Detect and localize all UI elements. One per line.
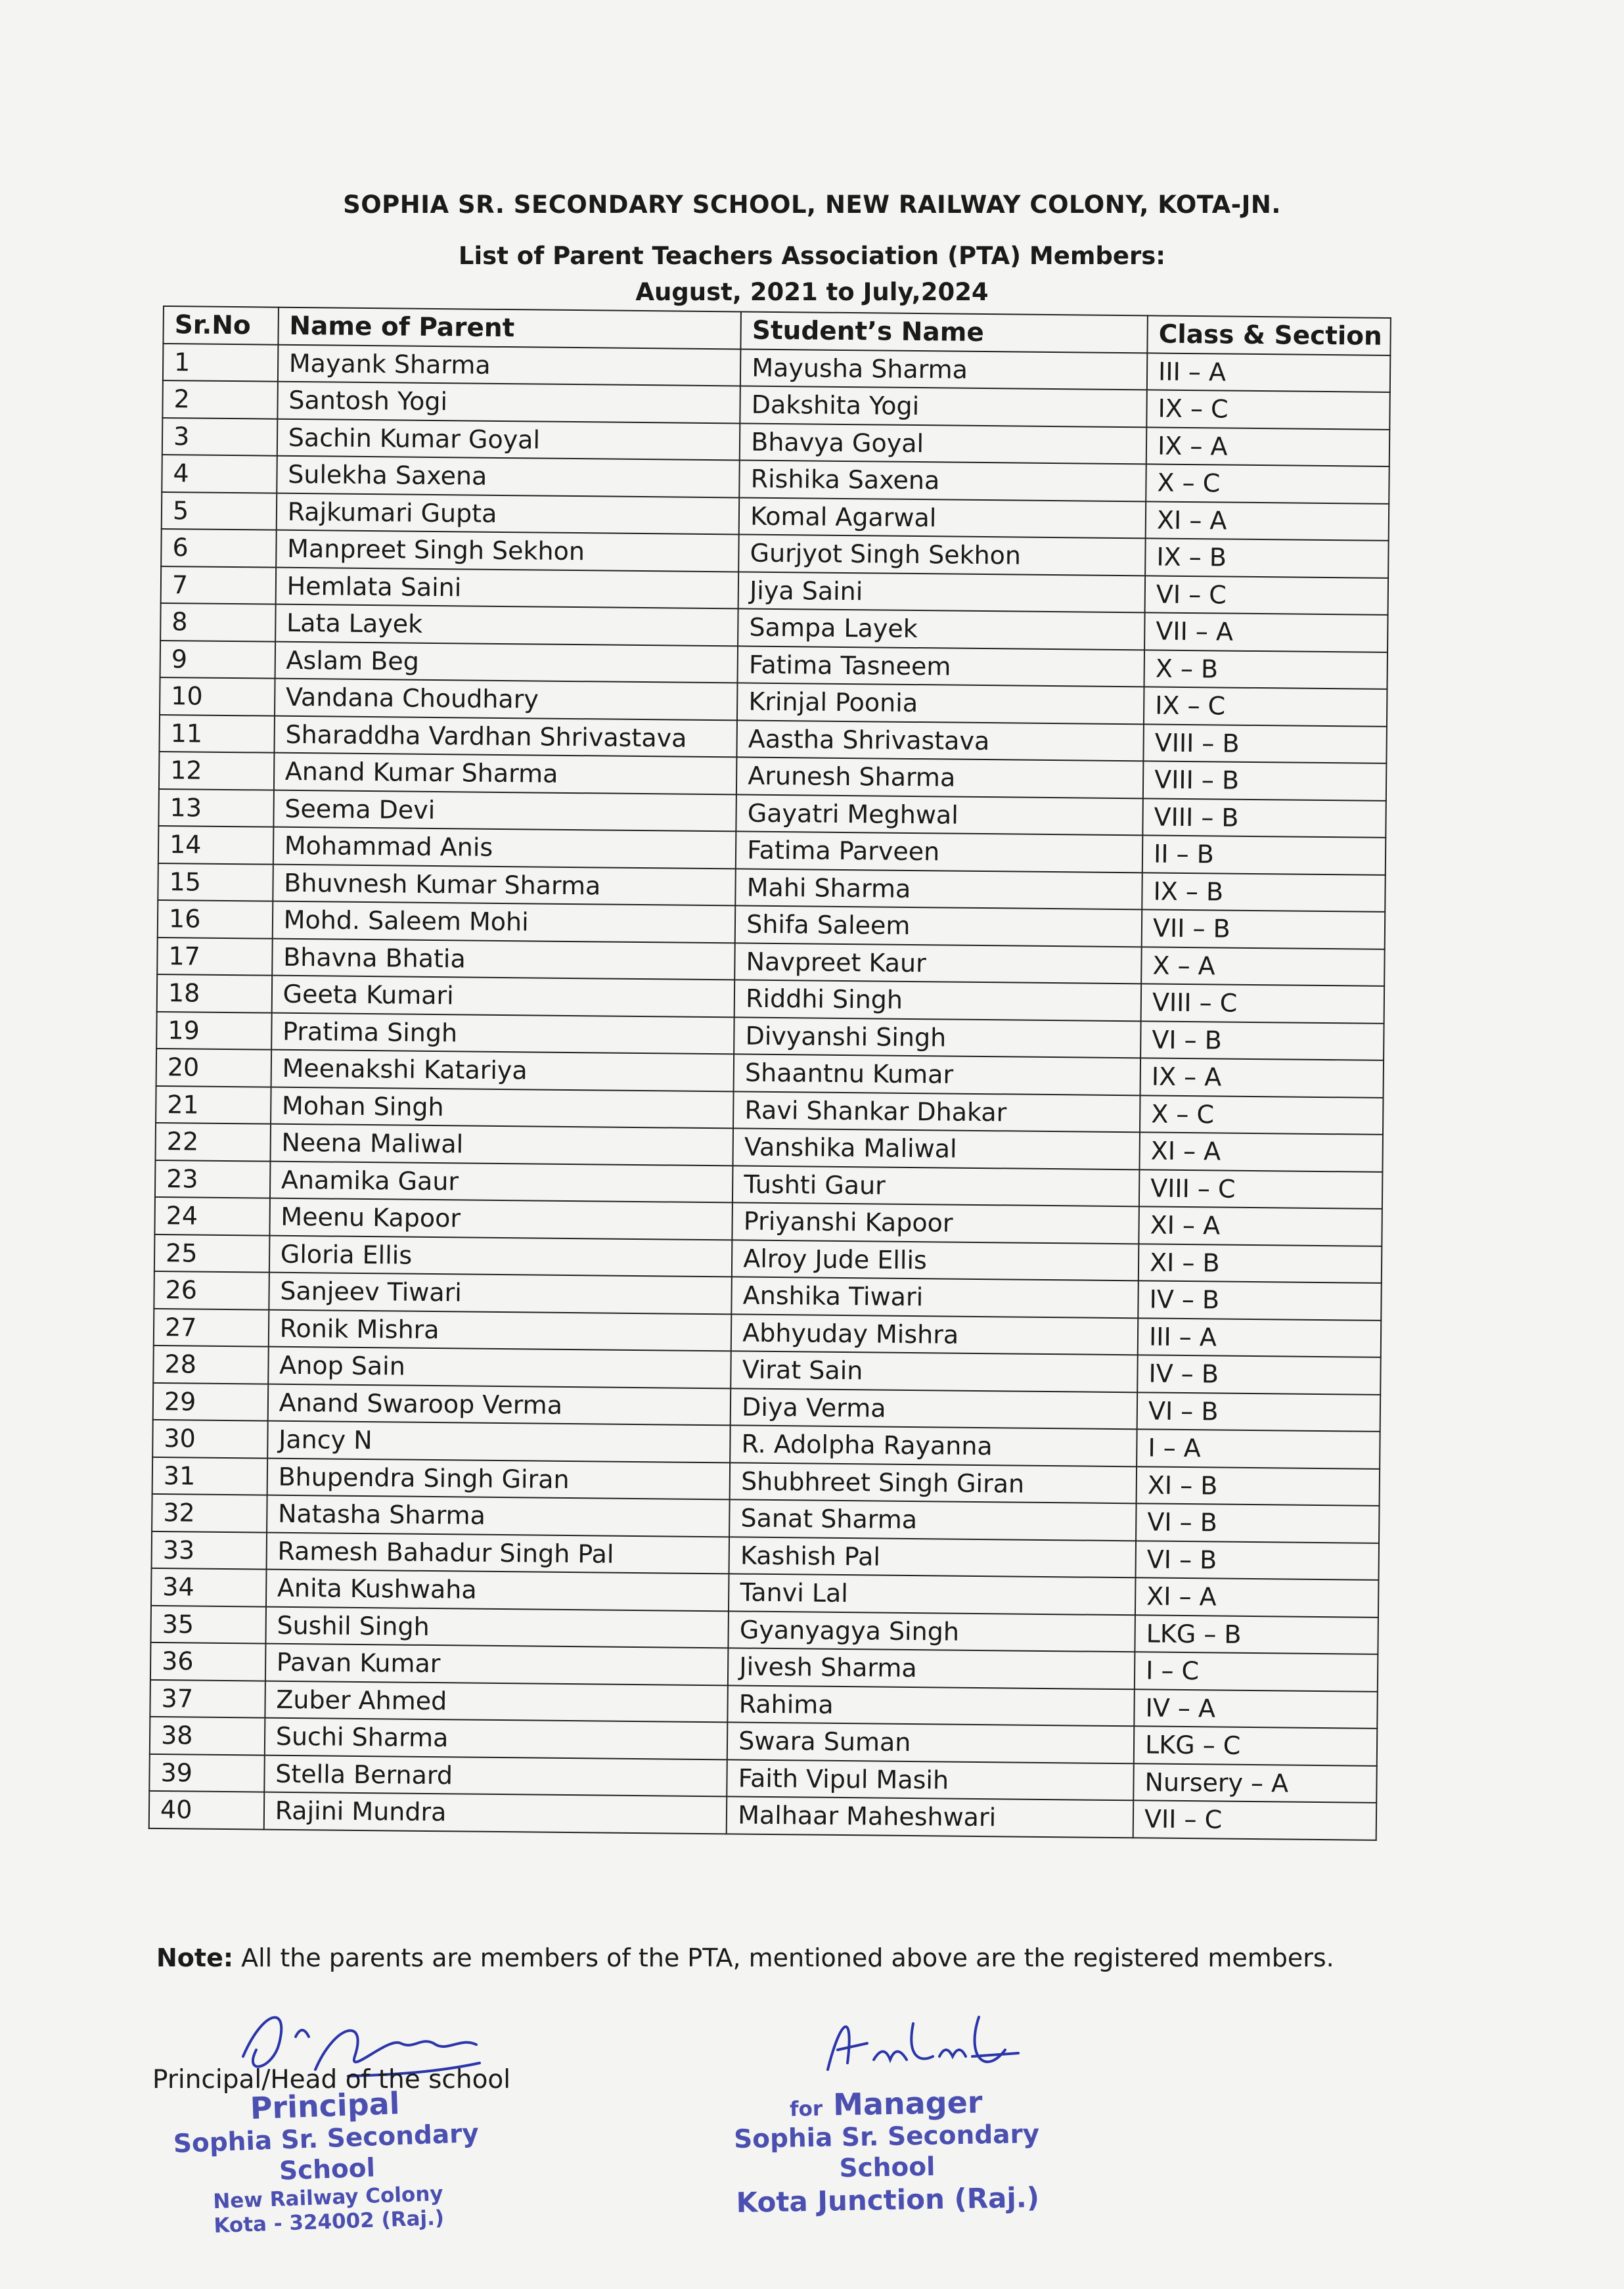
cell-sr-no: 28: [153, 1346, 268, 1384]
cell-class-section: LKG – B: [1135, 1615, 1378, 1654]
cell-class-section: X – C: [1146, 464, 1389, 503]
cell-sr-no: 14: [158, 826, 273, 864]
cell-class-section: IV – B: [1137, 1355, 1380, 1394]
manager-stamp-school: Sophia Sr. Secondary School: [733, 2119, 1040, 2184]
cell-class-section: VII – A: [1144, 612, 1387, 652]
cell-sr-no: 5: [162, 491, 277, 530]
period: August, 2021 to July,2024: [635, 278, 989, 306]
cell-student-name: Arunesh Sharma: [736, 757, 1143, 798]
principal-stamp-address: New Railway Colony: [212, 2181, 444, 2213]
cell-class-section: X – A: [1141, 947, 1384, 986]
cell-class-section: VIII – B: [1143, 761, 1386, 800]
principal-stamp-city: Kota - 324002 (Raj.): [213, 2206, 445, 2238]
cell-class-section: III – A: [1147, 353, 1390, 392]
cell-student-name: Faith Vipul Masih: [727, 1759, 1133, 1800]
cell-sr-no: 24: [154, 1197, 269, 1235]
cell-sr-no: 18: [157, 974, 272, 1012]
cell-student-name: Anshika Tiwari: [732, 1277, 1139, 1317]
cell-student-name: Divyanshi Singh: [734, 1017, 1140, 1058]
cell-student-name: Krinjal Poonia: [737, 683, 1144, 723]
cell-student-name: Malhaar Maheshwari: [727, 1796, 1133, 1837]
cell-parent-name: Stella Bernard: [264, 1755, 727, 1796]
cell-class-section: XI – A: [1135, 1577, 1378, 1617]
cell-student-name: Ravi Shankar Dhakar: [733, 1091, 1140, 1132]
cell-class-section: IX – B: [1142, 873, 1385, 912]
note: [156, 1943, 1334, 1972]
cell-sr-no: 35: [150, 1605, 265, 1643]
cell-parent-name: Manpreet Singh Sekhon: [276, 530, 739, 572]
principal-stamp-title: Principal: [249, 2085, 401, 2127]
cell-parent-name: Mohammad Anis: [273, 827, 736, 869]
cell-student-name: Tanvi Lal: [729, 1574, 1135, 1614]
manager-signature: [808, 2004, 1031, 2096]
manager-stamp-prefix: for: [789, 2096, 823, 2121]
cell-parent-name: Jancy N: [267, 1421, 731, 1462]
cell-sr-no: 29: [153, 1382, 268, 1420]
cell-parent-name: Gloria Ellis: [269, 1235, 733, 1277]
cell-class-section: VIII – C: [1141, 984, 1384, 1023]
cell-parent-name: Hemlata Saini: [275, 567, 738, 608]
cell-parent-name: Mohd. Saleem Mohi: [272, 901, 735, 943]
cell-parent-name: Sharaddha Vardhan Shrivastava: [274, 715, 737, 757]
header-parent: Name of Parent: [278, 307, 741, 349]
cell-parent-name: Anamika Gaur: [270, 1161, 733, 1202]
cell-sr-no: 37: [150, 1679, 265, 1717]
cell-sr-no: 21: [156, 1085, 271, 1123]
cell-sr-no: 31: [152, 1457, 267, 1495]
cell-sr-no: 22: [156, 1123, 271, 1161]
cell-sr-no: 36: [150, 1643, 265, 1681]
cell-class-section: XI – A: [1139, 1206, 1382, 1246]
cell-parent-name: Mohan Singh: [271, 1087, 734, 1128]
cell-student-name: Tushti Gaur: [733, 1166, 1139, 1206]
cell-parent-name: Vandana Choudhary: [275, 679, 738, 720]
cell-parent-name: Rajini Mundra: [263, 1792, 727, 1834]
cell-student-name: Komal Agarwal: [739, 497, 1146, 538]
cell-student-name: Vanshika Maliwal: [733, 1128, 1140, 1169]
cell-class-section: XI – B: [1137, 1466, 1380, 1506]
cell-parent-name: Rajkumari Gupta: [276, 493, 739, 534]
cell-parent-name: Bhuvnesh Kumar Sharma: [273, 864, 736, 905]
cell-class-section: LKG – C: [1134, 1726, 1377, 1765]
cell-student-name: Gayatri Meghwal: [736, 794, 1143, 835]
cell-class-section: VI – B: [1136, 1503, 1379, 1543]
cell-class-section: XI – A: [1146, 501, 1389, 541]
cell-sr-no: 6: [161, 529, 276, 567]
cell-class-section: IV – A: [1134, 1689, 1377, 1729]
cell-sr-no: 20: [156, 1049, 271, 1087]
cell-class-section: IX – A: [1146, 427, 1389, 466]
cell-sr-no: 7: [161, 566, 276, 604]
cell-student-name: Mayusha Sharma: [740, 349, 1147, 390]
cell-sr-no: 3: [162, 418, 277, 456]
cell-class-section: VI – B: [1136, 1541, 1379, 1580]
cell-class-section: IX – B: [1145, 538, 1388, 578]
cell-class-section: X – C: [1140, 1095, 1383, 1135]
cell-parent-name: Santosh Yogi: [277, 382, 740, 423]
cell-sr-no: 26: [154, 1271, 269, 1309]
cell-sr-no: 25: [154, 1234, 269, 1272]
cell-parent-name: Sachin Kumar Goyal: [277, 419, 740, 460]
cell-parent-name: Seema Devi: [273, 790, 736, 831]
cell-student-name: Shaantnu Kumar: [734, 1054, 1140, 1095]
list-title: List of Parent Teachers Association (PTA) Members:: [458, 242, 1166, 270]
cell-class-section: XI – B: [1139, 1244, 1382, 1283]
cell-class-section: VIII – C: [1139, 1169, 1382, 1209]
cell-student-name: Mahi Sharma: [735, 869, 1142, 909]
cell-student-name: Gyanyagya Singh: [729, 1611, 1135, 1652]
cell-parent-name: Ronik Mishra: [269, 1309, 732, 1351]
header-class-section: Class & Section: [1147, 315, 1390, 355]
cell-class-section: III – A: [1138, 1318, 1381, 1357]
cell-sr-no: 27: [154, 1308, 269, 1346]
cell-parent-name: Anita Kushwaha: [266, 1570, 729, 1611]
cell-parent-name: Neena Maliwal: [270, 1124, 733, 1166]
cell-student-name: Diya Verma: [731, 1388, 1137, 1429]
cell-student-name: Shifa Saleem: [735, 905, 1142, 946]
cell-parent-name: Sushil Singh: [265, 1606, 729, 1648]
cell-student-name: Shubhreet Singh Giran: [730, 1462, 1137, 1503]
principal-label: Principal/Head of the school: [152, 2065, 511, 2095]
cell-class-section: VIII – B: [1142, 798, 1386, 838]
cell-sr-no: 30: [152, 1420, 267, 1458]
cell-parent-name: Anand Kumar Sharma: [274, 753, 737, 794]
cell-parent-name: Meenakshi Katariya: [271, 1050, 734, 1091]
cell-class-section: VI – B: [1140, 1021, 1384, 1060]
cell-sr-no: 10: [160, 677, 275, 715]
cell-sr-no: 40: [149, 1791, 264, 1829]
pta-members-table: [148, 306, 1391, 1840]
cell-sr-no: 2: [162, 380, 277, 419]
cell-parent-name: Anop Sain: [268, 1347, 731, 1388]
cell-parent-name: Mayank Sharma: [278, 344, 741, 386]
cell-student-name: Dakshita Yogi: [740, 386, 1147, 426]
cell-class-section: I – C: [1135, 1652, 1378, 1691]
cell-sr-no: 11: [159, 714, 274, 752]
cell-student-name: Jivesh Sharma: [728, 1648, 1135, 1688]
cell-class-section: Nursery – A: [1133, 1763, 1376, 1803]
cell-parent-name: Aslam Beg: [275, 641, 738, 683]
cell-class-section: II – B: [1142, 835, 1386, 874]
cell-sr-no: 15: [158, 863, 273, 901]
cell-sr-no: 17: [157, 937, 272, 975]
cell-sr-no: 19: [156, 1011, 271, 1049]
cell-sr-no: 13: [158, 788, 273, 827]
manager-stamp: [695, 2083, 1078, 2220]
cell-class-section: XI – A: [1140, 1132, 1383, 1171]
cell-sr-no: 34: [151, 1568, 266, 1606]
cell-class-section: VII – B: [1142, 909, 1385, 949]
cell-student-name: Sanat Sharma: [729, 1499, 1136, 1540]
cell-student-name: Riddhi Singh: [734, 980, 1141, 1020]
cell-sr-no: 23: [155, 1160, 270, 1198]
cell-sr-no: 9: [160, 640, 275, 678]
cell-parent-name: Pratima Singh: [271, 1012, 734, 1054]
cell-parent-name: Bhavna Bhatia: [272, 938, 735, 980]
cell-student-name: Abhyuday Mishra: [731, 1314, 1138, 1355]
cell-parent-name: Sulekha Saxena: [277, 456, 740, 497]
school-title: SOPHIA SR. SECONDARY SCHOOL, NEW RAILWAY COLONY, KOTA-JN.: [343, 191, 1281, 219]
cell-parent-name: Meenu Kapoor: [269, 1198, 733, 1240]
cell-student-name: Alroy Jude Ellis: [732, 1240, 1139, 1280]
cell-parent-name: Sanjeev Tiwari: [269, 1273, 732, 1314]
cell-parent-name: Pavan Kumar: [265, 1644, 729, 1685]
cell-sr-no: 4: [162, 455, 277, 493]
cell-class-section: IV – B: [1138, 1280, 1381, 1320]
cell-student-name: Rishika Saxena: [739, 460, 1146, 501]
cell-student-name: Bhavya Goyal: [740, 423, 1146, 464]
cell-class-section: I – A: [1137, 1429, 1380, 1468]
cell-sr-no: 1: [163, 344, 278, 382]
cell-class-section: IX – C: [1146, 390, 1389, 429]
cell-sr-no: 16: [158, 900, 273, 938]
cell-student-name: Sampa Layek: [738, 608, 1144, 649]
cell-parent-name: Geeta Kumari: [271, 976, 734, 1017]
cell-student-name: Aastha Shrivastava: [737, 720, 1144, 761]
cell-parent-name: Lata Layek: [275, 604, 738, 646]
cell-parent-name: Zuber Ahmed: [265, 1681, 728, 1722]
cell-class-section: VI – C: [1145, 576, 1388, 615]
cell-sr-no: 12: [159, 752, 274, 790]
cell-parent-name: Suchi Sharma: [265, 1718, 728, 1759]
cell-class-section: IX – A: [1140, 1058, 1384, 1097]
cell-sr-no: 32: [152, 1494, 267, 1532]
cell-parent-name: Ramesh Bahadur Singh Pal: [266, 1532, 729, 1574]
cell-class-section: VI – B: [1137, 1392, 1380, 1432]
cell-student-name: R. Adolpha Rayanna: [730, 1425, 1137, 1466]
cell-student-name: Navpreet Kaur: [734, 943, 1141, 984]
cell-student-name: Gurjyot Singh Sekhon: [738, 534, 1145, 575]
note-label: Note:: [156, 1943, 234, 1972]
cell-class-section: VIII – B: [1143, 724, 1386, 763]
cell-sr-no: 33: [152, 1531, 267, 1569]
cell-student-name: Rahima: [728, 1685, 1135, 1726]
cell-student-name: Virat Sain: [731, 1351, 1137, 1392]
cell-student-name: Jiya Saini: [738, 572, 1145, 612]
cell-class-section: X – B: [1144, 650, 1387, 689]
table-body: [149, 344, 1391, 1840]
note-text: All the parents are members of the PTA, mentioned above are the registered members.: [233, 1943, 1334, 1972]
cell-student-name: Fatima Tasneem: [738, 646, 1144, 687]
cell-sr-no: 39: [149, 1754, 264, 1792]
principal-stamp: [145, 2082, 508, 2241]
cell-student-name: Swara Suman: [727, 1722, 1134, 1763]
manager-stamp-title: Manager: [832, 2084, 983, 2123]
header-sr-no: Sr.No: [163, 306, 278, 344]
cell-class-section: VII – C: [1133, 1800, 1376, 1840]
cell-student-name: Priyanshi Kapoor: [733, 1202, 1139, 1243]
cell-parent-name: Bhupendra Singh Giran: [267, 1458, 730, 1499]
cell-student-name: Fatima Parveen: [736, 831, 1142, 872]
header-student: Student’s Name: [741, 311, 1148, 352]
cell-class-section: IX – C: [1144, 687, 1387, 726]
cell-student-name: Kashish Pal: [729, 1537, 1136, 1577]
principal-stamp-school: Sophia Sr. Secondary School: [173, 2119, 480, 2187]
cell-sr-no: 8: [160, 603, 275, 641]
manager-stamp-city: Kota Junction (Raj.): [736, 2181, 1040, 2219]
cell-parent-name: Natasha Sharma: [267, 1495, 730, 1537]
cell-parent-name: Anand Swaroop Verma: [267, 1384, 731, 1425]
cell-sr-no: 38: [150, 1717, 265, 1755]
